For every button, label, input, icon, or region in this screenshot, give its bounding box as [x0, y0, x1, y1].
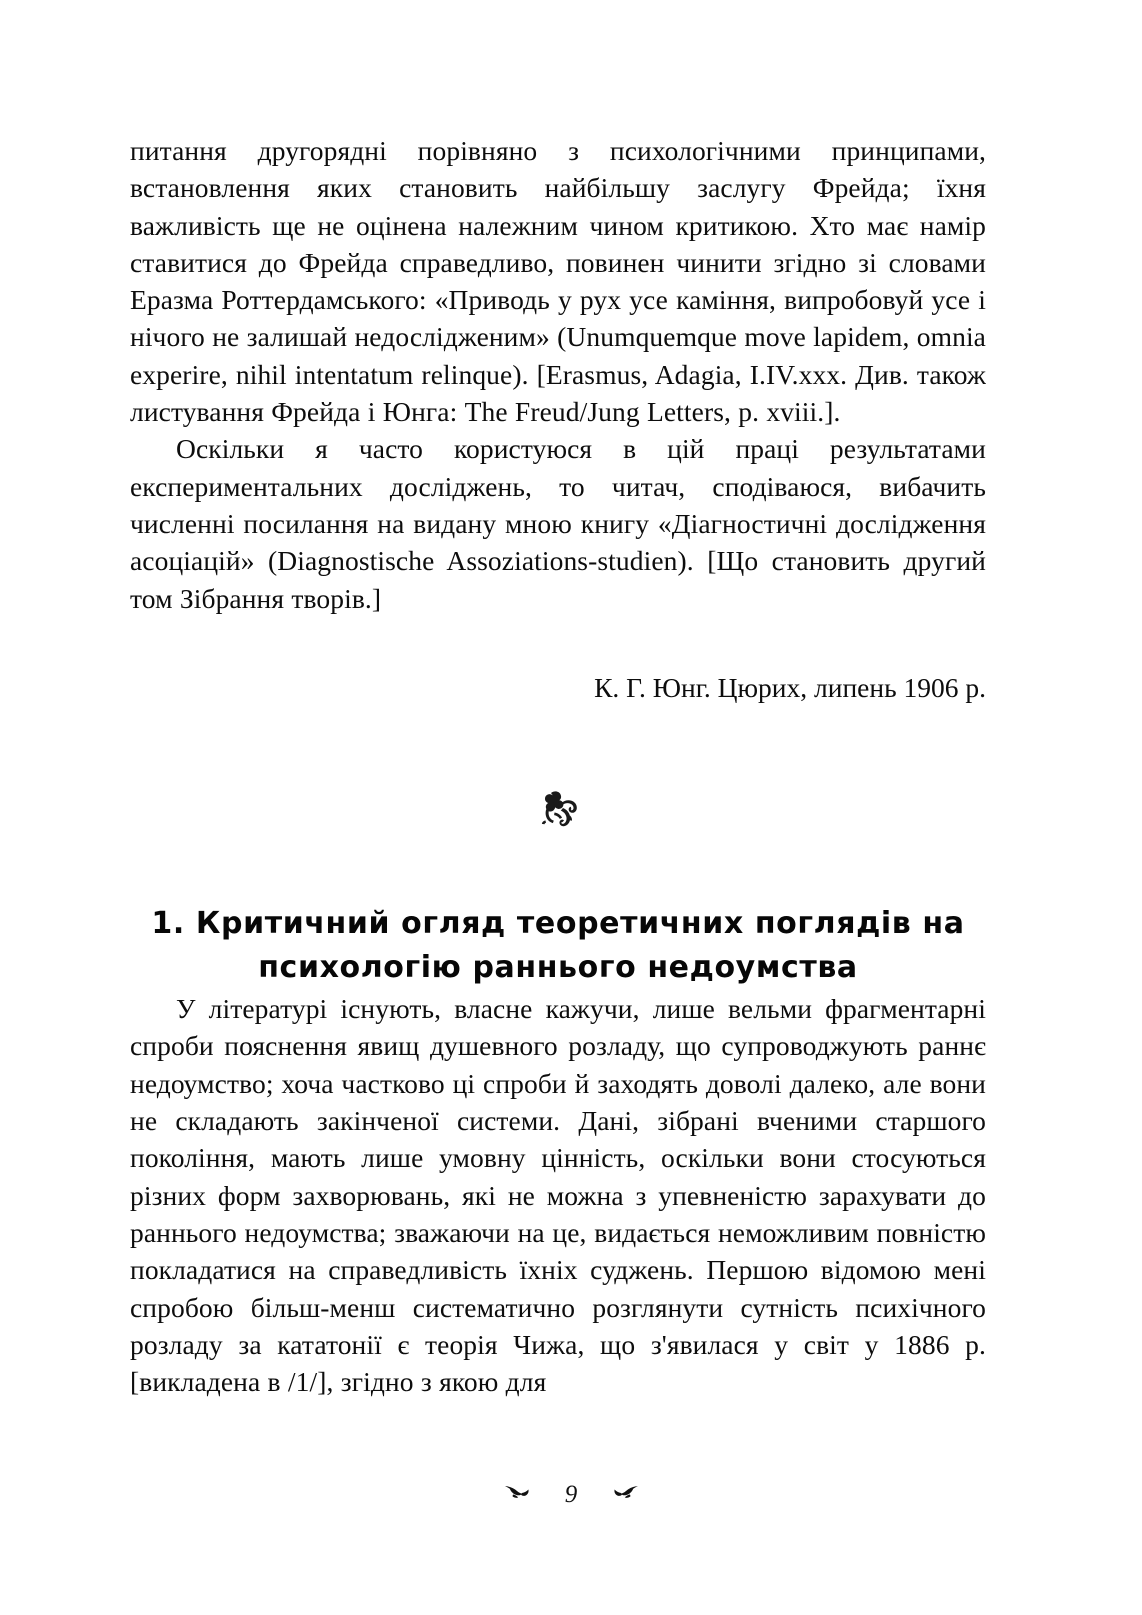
section-title-line-2: психологію раннього недоумства	[258, 950, 858, 986]
page-title	[130, 902, 986, 990]
paragraph-acknowledgement: Оскільки я часто користуюся в цій праці результатами експериментальних досліджень, то читач, сподіваюся, вибачить численні посилання на видану мною книгу «Діагностичні дослідження асоціацій» (Diagnostische Assoziations-studien). [Що становить другий том Зібрання творів.]	[130, 433, 986, 614]
author-signature: К. Г. Юнг. Цюрих, липень 1906 р.	[594, 671, 986, 703]
leaf-flourish-left-icon	[503, 1481, 547, 1510]
section-divider	[130, 780, 986, 850]
floral-vine-ornament	[530, 780, 586, 836]
paragraph-continued: питання другорядні порівняно з психологічними принципами, встановлення яких становить найбільшу заслугу Фрейда; їхня важливість ще не оцінена належним чином критикою. Хто має намір ставитися до Фрейда справедливо, повинен чинити згідно зі словами Еразма Роттердамського: «Приводь у рух усе каміння, випробовуй усе і нічого не залишай недослідженим» (Unumquemque move lapidem, omnia experire, nihil intentatum relinque). [Erasmus, Adagia, I.IV.xxx. Див. також листування Фрейда і Юнга: The Freud/Jung Letters, p. xviii.].	[130, 135, 986, 428]
page-number: 9	[564, 1481, 578, 1509]
page-footer	[0, 1480, 1142, 1510]
section-paragraph-1: У літературі існують, власне кажучи, лише вельми фрагментарні спроби пояснення явищ душевного розладу, що супроводжують раннє недоумство; хоча частково ці спроби й заходять доволі далеко, але вони не складають закінченої системи. Дані, зібрані вченими старшого покоління, мають лише умовну цінність, оскільки вони стосуються різних форм захворювань, які не можна з упевненістю зарахувати до раннього недоумства; зважаючи на це, видається неможливим повністю покладатися на справедливість їхніх суджень. Першою відомою мені спробою більш-менш систематично розглянути сутність психічного розладу за кататонії є теорія Чижа, що з'явилася у світ у 1886 р. [викладена в /1/], згідно з якою для	[130, 993, 986, 1398]
section-title-line-1: 1. Критичний огляд теоретичних поглядів на	[151, 906, 965, 942]
page-content	[130, 132, 986, 1400]
leaf-flourish-right-icon	[596, 1481, 640, 1510]
